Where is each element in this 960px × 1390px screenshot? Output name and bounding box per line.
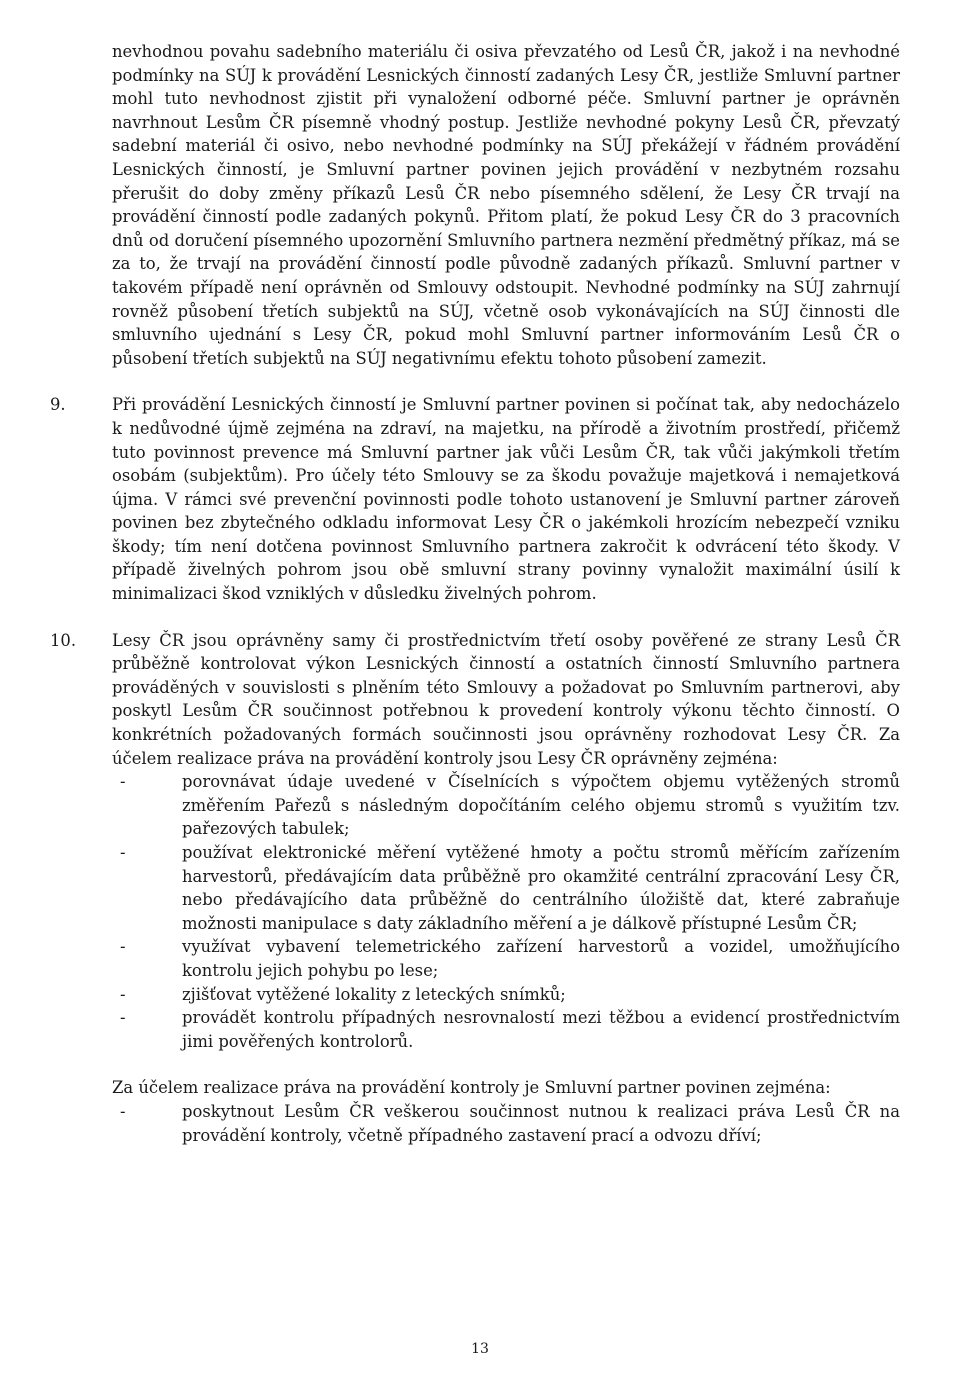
partner-duties-list <box>112 1100 900 1147</box>
list-item <box>112 983 900 1007</box>
continuation-paragraph: nevhodnou povahu sadebního materiálu či osiva převzatého od Lesů ČR, jakož i na nevhodné podmínky na SÚJ k provádění Lesnických činností zadaných Lesy ČR, jestliže Smluvní partner mohl tuto nevhodnost zjistit při vynaložení odborné péče. Smluvní partner je oprávněn navrhnout Lesům ČR písemně vhodný postup. Jestliže nevhodné pokyny Lesů ČR, převzatý sadební materiál či osivo, nebo nevhodné podmínky na SÚJ překážejí v řádném provádění Lesnických činností, je Smluvní partner povinen jejich provádění v nezbytném rozsahu přerušit do doby změny příkazů Lesů ČR nebo písemného sdělení, že Lesy ČR trvají na provádění činností podle zadaných pokynů. Přitom platí, že pokud Lesy ČR do 3 pracovních dnů od doručení písemného upozornění Smluvního partnera nezmění předmětný příkaz, má se za to, že trvají na provádění činností podle původně zadaných příkazů. Smluvní partner v takovém případě není oprávněn od Smlouvy odstoupit. Nevhodné podmínky na SÚJ zahrnují rovněž působení třetích subjektů na SÚJ, včetně osob vykonávajících na SÚJ činnosti dle smluvního ujednání s Lesy ČR, pokud mohl Smluvní partner informováním Lesů ČR o působení třetích subjektů na SÚJ negativnímu efektu tohoto působení zamezit. <box>112 42 900 368</box>
dash-marker: - <box>120 1101 126 1121</box>
list-item-text: zjišťovat vytěžené lokality z leteckých snímků; <box>182 984 566 1004</box>
list-item <box>112 770 900 841</box>
clause-9 <box>50 393 900 605</box>
list-item-text: používat elektronické měření vytěžené hmoty a počtu stromů měřícím zařízením harvestorů, předávajícím data průběžně pro okamžité centrální zpracování Lesy ČR, nebo předávajícího data průběžně do centrálního úložiště dat, které zabraňuje možnosti manipulace s daty základního měření a je dálkově přístupné Lesům ČR; <box>182 843 900 933</box>
list-item-text: porovnávat údaje uvedené v Číselnících s výpočtem objemu vytěžených stromů změřením Pařezů s následným dopočítáním celého objemu stromů s využitím tzv. pařezových tabulek; <box>182 772 900 839</box>
list-item <box>112 841 900 935</box>
clause-number: 9. <box>50 395 66 415</box>
list-item <box>112 1100 900 1147</box>
page-number: 13 <box>471 1341 489 1357</box>
dash-marker: - <box>120 937 126 957</box>
followup-paragraph: Za účelem realizace práva na provádění kontroly je Smluvní partner povinen zejména: <box>112 1078 831 1098</box>
dash-marker: - <box>120 772 126 792</box>
list-item-text: využívat vybavení telemetrického zařízení harvestorů a vozidel, umožňujícího kontrolu jejich pohybu po lese; <box>182 937 900 980</box>
dash-marker: - <box>120 843 126 862</box>
clause-number: 10. <box>50 630 77 650</box>
document-page <box>50 40 900 1147</box>
control-rights-list <box>112 770 900 1053</box>
list-item-text: provádět kontrolu případných nesrovnalostí mezi těžbou a evidencí prostřednictvím jimi pověřených kontrolorů. <box>182 1008 900 1051</box>
list-item <box>112 935 900 982</box>
dash-marker: - <box>120 1008 126 1028</box>
dash-marker: - <box>120 984 126 1004</box>
clause-10 <box>50 629 900 1147</box>
clause-text: Při provádění Lesnických činností je Smluvní partner povinen si počínat tak, aby nedocházelo k nedůvodné újmě zejména na zdraví, na majetku, na přírodě a životním prostředí, přičemž tuto povinnost prevence má Smluvní partner jak vůči Lesům ČR, tak vůči jakýmkoli třetím osobám (subjektům). Pro účely této Smlouvy se za škodu považuje majetková i nemajetková újma. V rámci své prevenční povinnosti podle tohoto ustanovení je Smluvní partner zároveň povinen bez zbytečného odkladu informovat Lesy ČR o jakémkoli hrozícím nebezpečí vzniku škody; tím není dotčena povinnost Smluvního partnera zakročit k odvrácení této škody. V případě živelných pohrom jsou obě smluvní strany povinny vynaložit maximální úsilí k minimalizaci škod vzniklých v důsledku živelných pohrom. <box>112 395 900 604</box>
clause-text: Lesy ČR jsou oprávněny samy či prostřednictvím třetí osoby pověřené ze strany Lesů ČR průběžně kontrolovat výkon Lesnických činností a ostatních činností Smluvního partnera prováděných v souvislosti s plněním této Smlouvy a požadovat po Smluvním partnerovi, aby poskytl Lesům ČR součinnost potřebnou k provedení kontroly výkonu těchto činností. O konkrétních požadovaných formách součinnosti jsou oprávněny rozhodovat Lesy ČR. Za účelem realizace práva na provádění kontroly jsou Lesy ČR oprávněny zejména: <box>112 630 900 768</box>
list-item-text: poskytnout Lesům ČR veškerou součinnost nutnou k realizaci práva Lesů ČR na provádění kontroly, včetně případného zastavení prací a odvozu dříví; <box>182 1101 900 1145</box>
list-item <box>112 1006 900 1053</box>
